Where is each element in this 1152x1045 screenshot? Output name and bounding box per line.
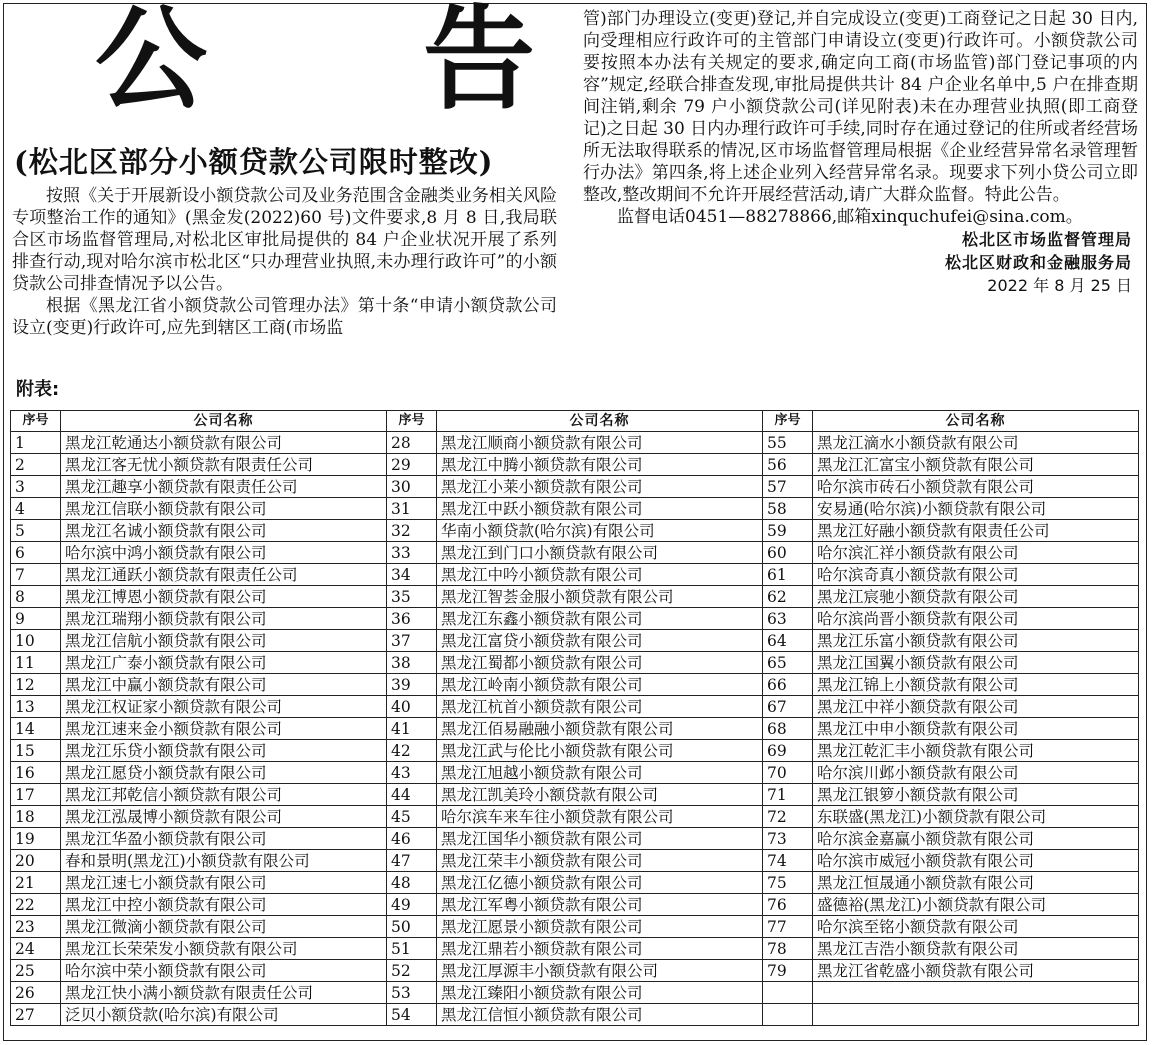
company-seq-cell: 11 <box>11 652 61 674</box>
contact-line: 监督电话0451—88278866,邮箱xinquchufei@sina.com。 <box>617 207 1083 227</box>
company-seq-cell: 62 <box>763 586 813 608</box>
company-seq-cell: 48 <box>387 872 437 894</box>
company-name-cell: 黑龙江博恩小额贷款有限公司 <box>61 586 387 608</box>
company-name-cell: 黑龙江乾汇丰小额贷款有限公司 <box>813 740 1139 762</box>
company-name-cell: 黑龙江客无忧小额贷款有限责任公司 <box>61 454 387 476</box>
company-seq-cell: 60 <box>763 542 813 564</box>
company-seq-cell: 28 <box>387 432 437 454</box>
company-name-cell: 黑龙江国华小额贷款有限公司 <box>437 828 763 850</box>
company-name-cell: 哈尔滨中鸿小额贷款有限公司 <box>61 542 387 564</box>
company-name-cell: 华南小额贷款(哈尔滨)有限公司 <box>437 520 763 542</box>
company-seq-cell: 69 <box>763 740 813 762</box>
company-name-cell: 黑龙江愿贷小额贷款有限公司 <box>61 762 387 784</box>
company-name-cell: 黑龙江富贷小额贷款有限公司 <box>437 630 763 652</box>
company-seq-cell: 55 <box>763 432 813 454</box>
company-seq-cell: 9 <box>11 608 61 630</box>
company-name-cell: 黑龙江瑞翔小额贷款有限公司 <box>61 608 387 630</box>
company-name-cell: 黑龙江吉浩小额贷款有限公司 <box>813 938 1139 960</box>
table-row <box>11 916 1139 938</box>
left-text-column <box>12 185 557 339</box>
header-name: 公司名称 <box>813 411 1139 432</box>
table-row <box>11 806 1139 828</box>
right-text-column <box>583 8 1138 297</box>
company-name-cell: 黑龙江国翼小额贷款有限公司 <box>813 652 1139 674</box>
company-name-cell: 黑龙江荣丰小额贷款有限公司 <box>437 850 763 872</box>
company-seq-cell: 67 <box>763 696 813 718</box>
company-seq-cell: 20 <box>11 850 61 872</box>
table-row <box>11 586 1139 608</box>
company-name-cell: 哈尔滨市威冠小额贷款有限公司 <box>813 850 1139 872</box>
company-name-cell: 黑龙江信恒小额贷款有限公司 <box>437 1004 763 1026</box>
company-name-cell: 黑龙江乾通达小额贷款有限公司 <box>61 432 387 454</box>
table-row <box>11 674 1139 696</box>
company-name-cell: 黑龙江速来金小额贷款有限公司 <box>61 718 387 740</box>
title-char-2: 告 <box>423 0 535 125</box>
company-seq-cell: 51 <box>387 938 437 960</box>
company-seq-cell: 53 <box>387 982 437 1004</box>
table-row <box>11 938 1139 960</box>
company-name-cell: 黑龙江泓晟博小额贷款有限公司 <box>61 806 387 828</box>
company-name-cell: 黑龙江通跃小额贷款有限责任公司 <box>61 564 387 586</box>
table-row <box>11 454 1139 476</box>
signature-finance-bureau: 松北区财政和金融服务局 <box>944 253 1132 272</box>
notice-title <box>95 0 535 125</box>
table-row <box>11 850 1139 872</box>
company-name-cell <box>813 1004 1139 1026</box>
company-name-cell: 黑龙江杭首小额贷款有限公司 <box>437 696 763 718</box>
company-name-cell: 黑龙江岭南小额贷款有限公司 <box>437 674 763 696</box>
company-name-cell: 哈尔滨汇祥小额贷款有限公司 <box>813 542 1139 564</box>
company-name-cell: 黑龙江中申小额贷款有限公司 <box>813 718 1139 740</box>
company-seq-cell: 66 <box>763 674 813 696</box>
attachment-label: 附表: <box>16 379 60 400</box>
company-name-cell: 哈尔滨川邺小额贷款有限公司 <box>813 762 1139 784</box>
company-name-cell: 泛贝小额贷款(哈尔滨)有限公司 <box>61 1004 387 1026</box>
company-name-cell: 黑龙江到门口小额贷款有限公司 <box>437 542 763 564</box>
title-char-1: 公 <box>95 0 207 125</box>
company-name-cell: 黑龙江中控小额贷款有限公司 <box>61 894 387 916</box>
company-seq-cell: 44 <box>387 784 437 806</box>
company-seq-cell: 76 <box>763 894 813 916</box>
company-name-cell: 黑龙江愿景小额贷款有限公司 <box>437 916 763 938</box>
company-name-cell: 哈尔滨市砖石小额贷款有限公司 <box>813 476 1139 498</box>
company-name-cell: 黑龙江邦乾信小额贷款有限公司 <box>61 784 387 806</box>
company-seq-cell: 52 <box>387 960 437 982</box>
company-seq-cell: 6 <box>11 542 61 564</box>
company-seq-cell: 34 <box>387 564 437 586</box>
company-seq-cell: 54 <box>387 1004 437 1026</box>
company-name-cell: 黑龙江权证家小额贷款有限公司 <box>61 696 387 718</box>
table-row <box>11 542 1139 564</box>
company-name-cell: 黑龙江臻阳小额贷款有限公司 <box>437 982 763 1004</box>
company-seq-cell <box>763 982 813 1004</box>
company-seq-cell: 2 <box>11 454 61 476</box>
company-table-body <box>11 432 1139 1026</box>
table-row <box>11 894 1139 916</box>
company-name-cell: 黑龙江智荟金服小额贷款有限公司 <box>437 586 763 608</box>
company-name-cell: 黑龙江好融小额贷款有限责任公司 <box>813 520 1139 542</box>
company-seq-cell: 77 <box>763 916 813 938</box>
company-seq-cell: 35 <box>387 586 437 608</box>
company-name-cell: 哈尔滨尚晋小额贷款有限公司 <box>813 608 1139 630</box>
table-row <box>11 872 1139 894</box>
header-seq: 序号 <box>11 411 61 432</box>
signature-market-bureau: 松北区市场监督管理局 <box>961 230 1132 249</box>
company-name-cell: 黑龙江快小满小额贷款有限责任公司 <box>61 982 387 1004</box>
company-seq-cell: 15 <box>11 740 61 762</box>
table-header-row <box>11 411 1139 432</box>
company-seq-cell: 75 <box>763 872 813 894</box>
company-seq-cell: 24 <box>11 938 61 960</box>
company-name-cell: 黑龙江省乾盛小额贷款有限公司 <box>813 960 1139 982</box>
header-name: 公司名称 <box>61 411 387 432</box>
company-name-cell: 黑龙江速七小额贷款有限公司 <box>61 872 387 894</box>
company-name-cell: 黑龙江趣享小额贷款有限责任公司 <box>61 476 387 498</box>
company-seq-cell: 79 <box>763 960 813 982</box>
company-seq-cell: 33 <box>387 542 437 564</box>
company-name-cell: 黑龙江凯美玲小额贷款有限公司 <box>437 784 763 806</box>
company-seq-cell: 23 <box>11 916 61 938</box>
company-seq-cell: 26 <box>11 982 61 1004</box>
company-seq-cell: 57 <box>763 476 813 498</box>
company-name-cell <box>813 982 1139 1004</box>
company-seq-cell: 27 <box>11 1004 61 1026</box>
company-name-cell: 黑龙江小莱小额贷款有限公司 <box>437 476 763 498</box>
company-seq-cell: 10 <box>11 630 61 652</box>
company-name-cell: 东联盛(黑龙江)小额贷款有限公司 <box>813 806 1139 828</box>
table-row <box>11 784 1139 806</box>
company-seq-cell: 37 <box>387 630 437 652</box>
header-name: 公司名称 <box>437 411 763 432</box>
table-row <box>11 740 1139 762</box>
company-seq-cell: 32 <box>387 520 437 542</box>
company-seq-cell: 30 <box>387 476 437 498</box>
table-row <box>11 960 1139 982</box>
company-seq-cell: 40 <box>387 696 437 718</box>
table-row <box>11 982 1139 1004</box>
company-seq-cell <box>763 1004 813 1026</box>
company-seq-cell: 49 <box>387 894 437 916</box>
company-name-cell: 黑龙江中赢小额贷款有限公司 <box>61 674 387 696</box>
company-name-cell: 盛德裕(黑龙江)小额贷款有限公司 <box>813 894 1139 916</box>
company-name-cell: 黑龙江佰易融融小额贷款有限公司 <box>437 718 763 740</box>
notice-subtitle: (松北区部分小额贷款公司限时整改) <box>14 145 494 179</box>
company-name-cell: 黑龙江恒晟通小额贷款有限公司 <box>813 872 1139 894</box>
company-name-cell: 春和景明(黑龙江)小额贷款有限公司 <box>61 850 387 872</box>
company-name-cell: 黑龙江鼎若小额贷款有限公司 <box>437 938 763 960</box>
header-seq: 序号 <box>763 411 813 432</box>
company-seq-cell: 59 <box>763 520 813 542</box>
paragraph-regulation: 根据《黑龙江省小额贷款公司管理办法》第十条“申请小额贷款公司设立(变更)行政许可,应先到辖区工商(市场监 <box>12 296 557 338</box>
table-row <box>11 432 1139 454</box>
company-name-cell: 黑龙江亿德小额贷款有限公司 <box>437 872 763 894</box>
notice-date: 2022 年 8 月 25 日 <box>987 276 1132 295</box>
company-seq-cell: 17 <box>11 784 61 806</box>
company-seq-cell: 29 <box>387 454 437 476</box>
company-seq-cell: 46 <box>387 828 437 850</box>
paragraph-continuation: 管)部门办理设立(变更)登记,并自完成设立(变更)工商登记之日起 30 日内,向受理相应行政许可的主管部门申请设立(变更)行政许可。小额贷款公司要按照本办法有关规定的要求,确定向工商(市场监管)部门登记事项的内容”规定,经联合排查发现,审批局提供共计 84 户企业名单中,5 户在排查期间注销,剩余 79 户小额贷款公司(详见附表)未在办理营业执照(即工商登记)之日起 30 日内办理行政许可手续,同时存在通过登记的住所或者经营场所无法取得联系的情况,区市场监督管理局根据《企业经营异常名录管理暂行办法》第四条,将上述企业列入经营异常名录。现要求下列小贷公司立即整改,整改期间不允许开展经营活动,请广大群众监督。特此公告。 <box>583 9 1138 205</box>
company-seq-cell: 38 <box>387 652 437 674</box>
company-name-cell: 黑龙江滴水小额贷款有限公司 <box>813 432 1139 454</box>
company-seq-cell: 47 <box>387 850 437 872</box>
company-name-cell: 黑龙江微滴小额贷款有限公司 <box>61 916 387 938</box>
company-name-cell: 黑龙江信航小额贷款有限公司 <box>61 630 387 652</box>
company-seq-cell: 12 <box>11 674 61 696</box>
company-seq-cell: 1 <box>11 432 61 454</box>
company-seq-cell: 41 <box>387 718 437 740</box>
company-seq-cell: 14 <box>11 718 61 740</box>
company-name-cell: 安易通(哈尔滨)小额贷款有限公司 <box>813 498 1139 520</box>
company-seq-cell: 21 <box>11 872 61 894</box>
company-name-cell: 哈尔滨至铭小额贷款有限公司 <box>813 916 1139 938</box>
company-seq-cell: 18 <box>11 806 61 828</box>
company-name-cell: 黑龙江银箩小额贷款有限公司 <box>813 784 1139 806</box>
company-seq-cell: 43 <box>387 762 437 784</box>
header-seq: 序号 <box>387 411 437 432</box>
table-row <box>11 1004 1139 1026</box>
company-name-cell: 黑龙江中跃小额贷款有限公司 <box>437 498 763 520</box>
company-name-cell: 黑龙江中吟小额贷款有限公司 <box>437 564 763 586</box>
company-name-cell: 哈尔滨奇真小额贷款有限公司 <box>813 564 1139 586</box>
company-name-cell: 黑龙江广泰小额贷款有限公司 <box>61 652 387 674</box>
company-name-cell: 黑龙江宸驰小额贷款有限公司 <box>813 586 1139 608</box>
company-seq-cell: 72 <box>763 806 813 828</box>
company-seq-cell: 74 <box>763 850 813 872</box>
company-name-cell: 哈尔滨中荣小额贷款有限公司 <box>61 960 387 982</box>
table-row <box>11 762 1139 784</box>
company-name-cell: 黑龙江汇富宝小额贷款有限公司 <box>813 454 1139 476</box>
company-name-cell: 黑龙江蜀都小额贷款有限公司 <box>437 652 763 674</box>
company-seq-cell: 61 <box>763 564 813 586</box>
company-seq-cell: 78 <box>763 938 813 960</box>
company-seq-cell: 65 <box>763 652 813 674</box>
table-row <box>11 630 1139 652</box>
company-name-cell: 黑龙江乐贷小额贷款有限公司 <box>61 740 387 762</box>
company-seq-cell: 4 <box>11 498 61 520</box>
table-row <box>11 718 1139 740</box>
paragraph-intro: 按照《关于开展新设小额贷款公司及业务范围含金融类业务相关风险专项整治工作的通知》(黑金发(2022)60 号)文件要求,8 月 8 日,我局联合区市场监督管理局,对松北区审批局提供的 84 户企业状况开展了系列排查行动,现对哈尔滨市松北区“只办理营业执照,未办理行政许可”的小额贷款公司排查情况予以公告。 <box>12 186 557 294</box>
company-name-cell: 黑龙江旭越小额贷款有限公司 <box>437 762 763 784</box>
company-seq-cell: 19 <box>11 828 61 850</box>
table-row <box>11 608 1139 630</box>
company-seq-cell: 73 <box>763 828 813 850</box>
company-seq-cell: 5 <box>11 520 61 542</box>
company-name-cell: 黑龙江厚源丰小额贷款有限公司 <box>437 960 763 982</box>
company-seq-cell: 50 <box>387 916 437 938</box>
company-name-cell: 黑龙江军粤小额贷款有限公司 <box>437 894 763 916</box>
company-seq-cell: 16 <box>11 762 61 784</box>
company-name-cell: 黑龙江中腾小额贷款有限公司 <box>437 454 763 476</box>
company-seq-cell: 58 <box>763 498 813 520</box>
table-row <box>11 828 1139 850</box>
company-seq-cell: 3 <box>11 476 61 498</box>
company-table <box>10 410 1139 1026</box>
table-row <box>11 498 1139 520</box>
company-seq-cell: 56 <box>763 454 813 476</box>
company-seq-cell: 45 <box>387 806 437 828</box>
company-seq-cell: 70 <box>763 762 813 784</box>
company-seq-cell: 31 <box>387 498 437 520</box>
company-seq-cell: 22 <box>11 894 61 916</box>
company-seq-cell: 39 <box>387 674 437 696</box>
company-seq-cell: 68 <box>763 718 813 740</box>
company-name-cell: 黑龙江名诚小额贷款有限公司 <box>61 520 387 542</box>
company-seq-cell: 71 <box>763 784 813 806</box>
company-seq-cell: 13 <box>11 696 61 718</box>
company-name-cell: 黑龙江长荣荣发小额贷款有限公司 <box>61 938 387 960</box>
company-seq-cell: 8 <box>11 586 61 608</box>
company-seq-cell: 42 <box>387 740 437 762</box>
table-row <box>11 520 1139 542</box>
company-name-cell: 哈尔滨车来车往小额贷款有限公司 <box>437 806 763 828</box>
company-name-cell: 哈尔滨金嘉赢小额贷款有限公司 <box>813 828 1139 850</box>
company-seq-cell: 7 <box>11 564 61 586</box>
company-seq-cell: 25 <box>11 960 61 982</box>
company-name-cell: 黑龙江乐富小额贷款有限公司 <box>813 630 1139 652</box>
table-row <box>11 564 1139 586</box>
company-name-cell: 黑龙江中祥小额贷款有限公司 <box>813 696 1139 718</box>
company-seq-cell: 63 <box>763 608 813 630</box>
company-name-cell: 黑龙江信联小额贷款有限公司 <box>61 498 387 520</box>
table-row <box>11 476 1139 498</box>
table-row <box>11 696 1139 718</box>
company-name-cell: 黑龙江东鑫小额贷款有限公司 <box>437 608 763 630</box>
company-name-cell: 黑龙江顺商小额贷款有限公司 <box>437 432 763 454</box>
company-name-cell: 黑龙江武与伦比小额贷款有限公司 <box>437 740 763 762</box>
company-name-cell: 黑龙江华盈小额贷款有限公司 <box>61 828 387 850</box>
table-row <box>11 652 1139 674</box>
company-seq-cell: 36 <box>387 608 437 630</box>
company-seq-cell: 64 <box>763 630 813 652</box>
company-name-cell: 黑龙江锦上小额贷款有限公司 <box>813 674 1139 696</box>
